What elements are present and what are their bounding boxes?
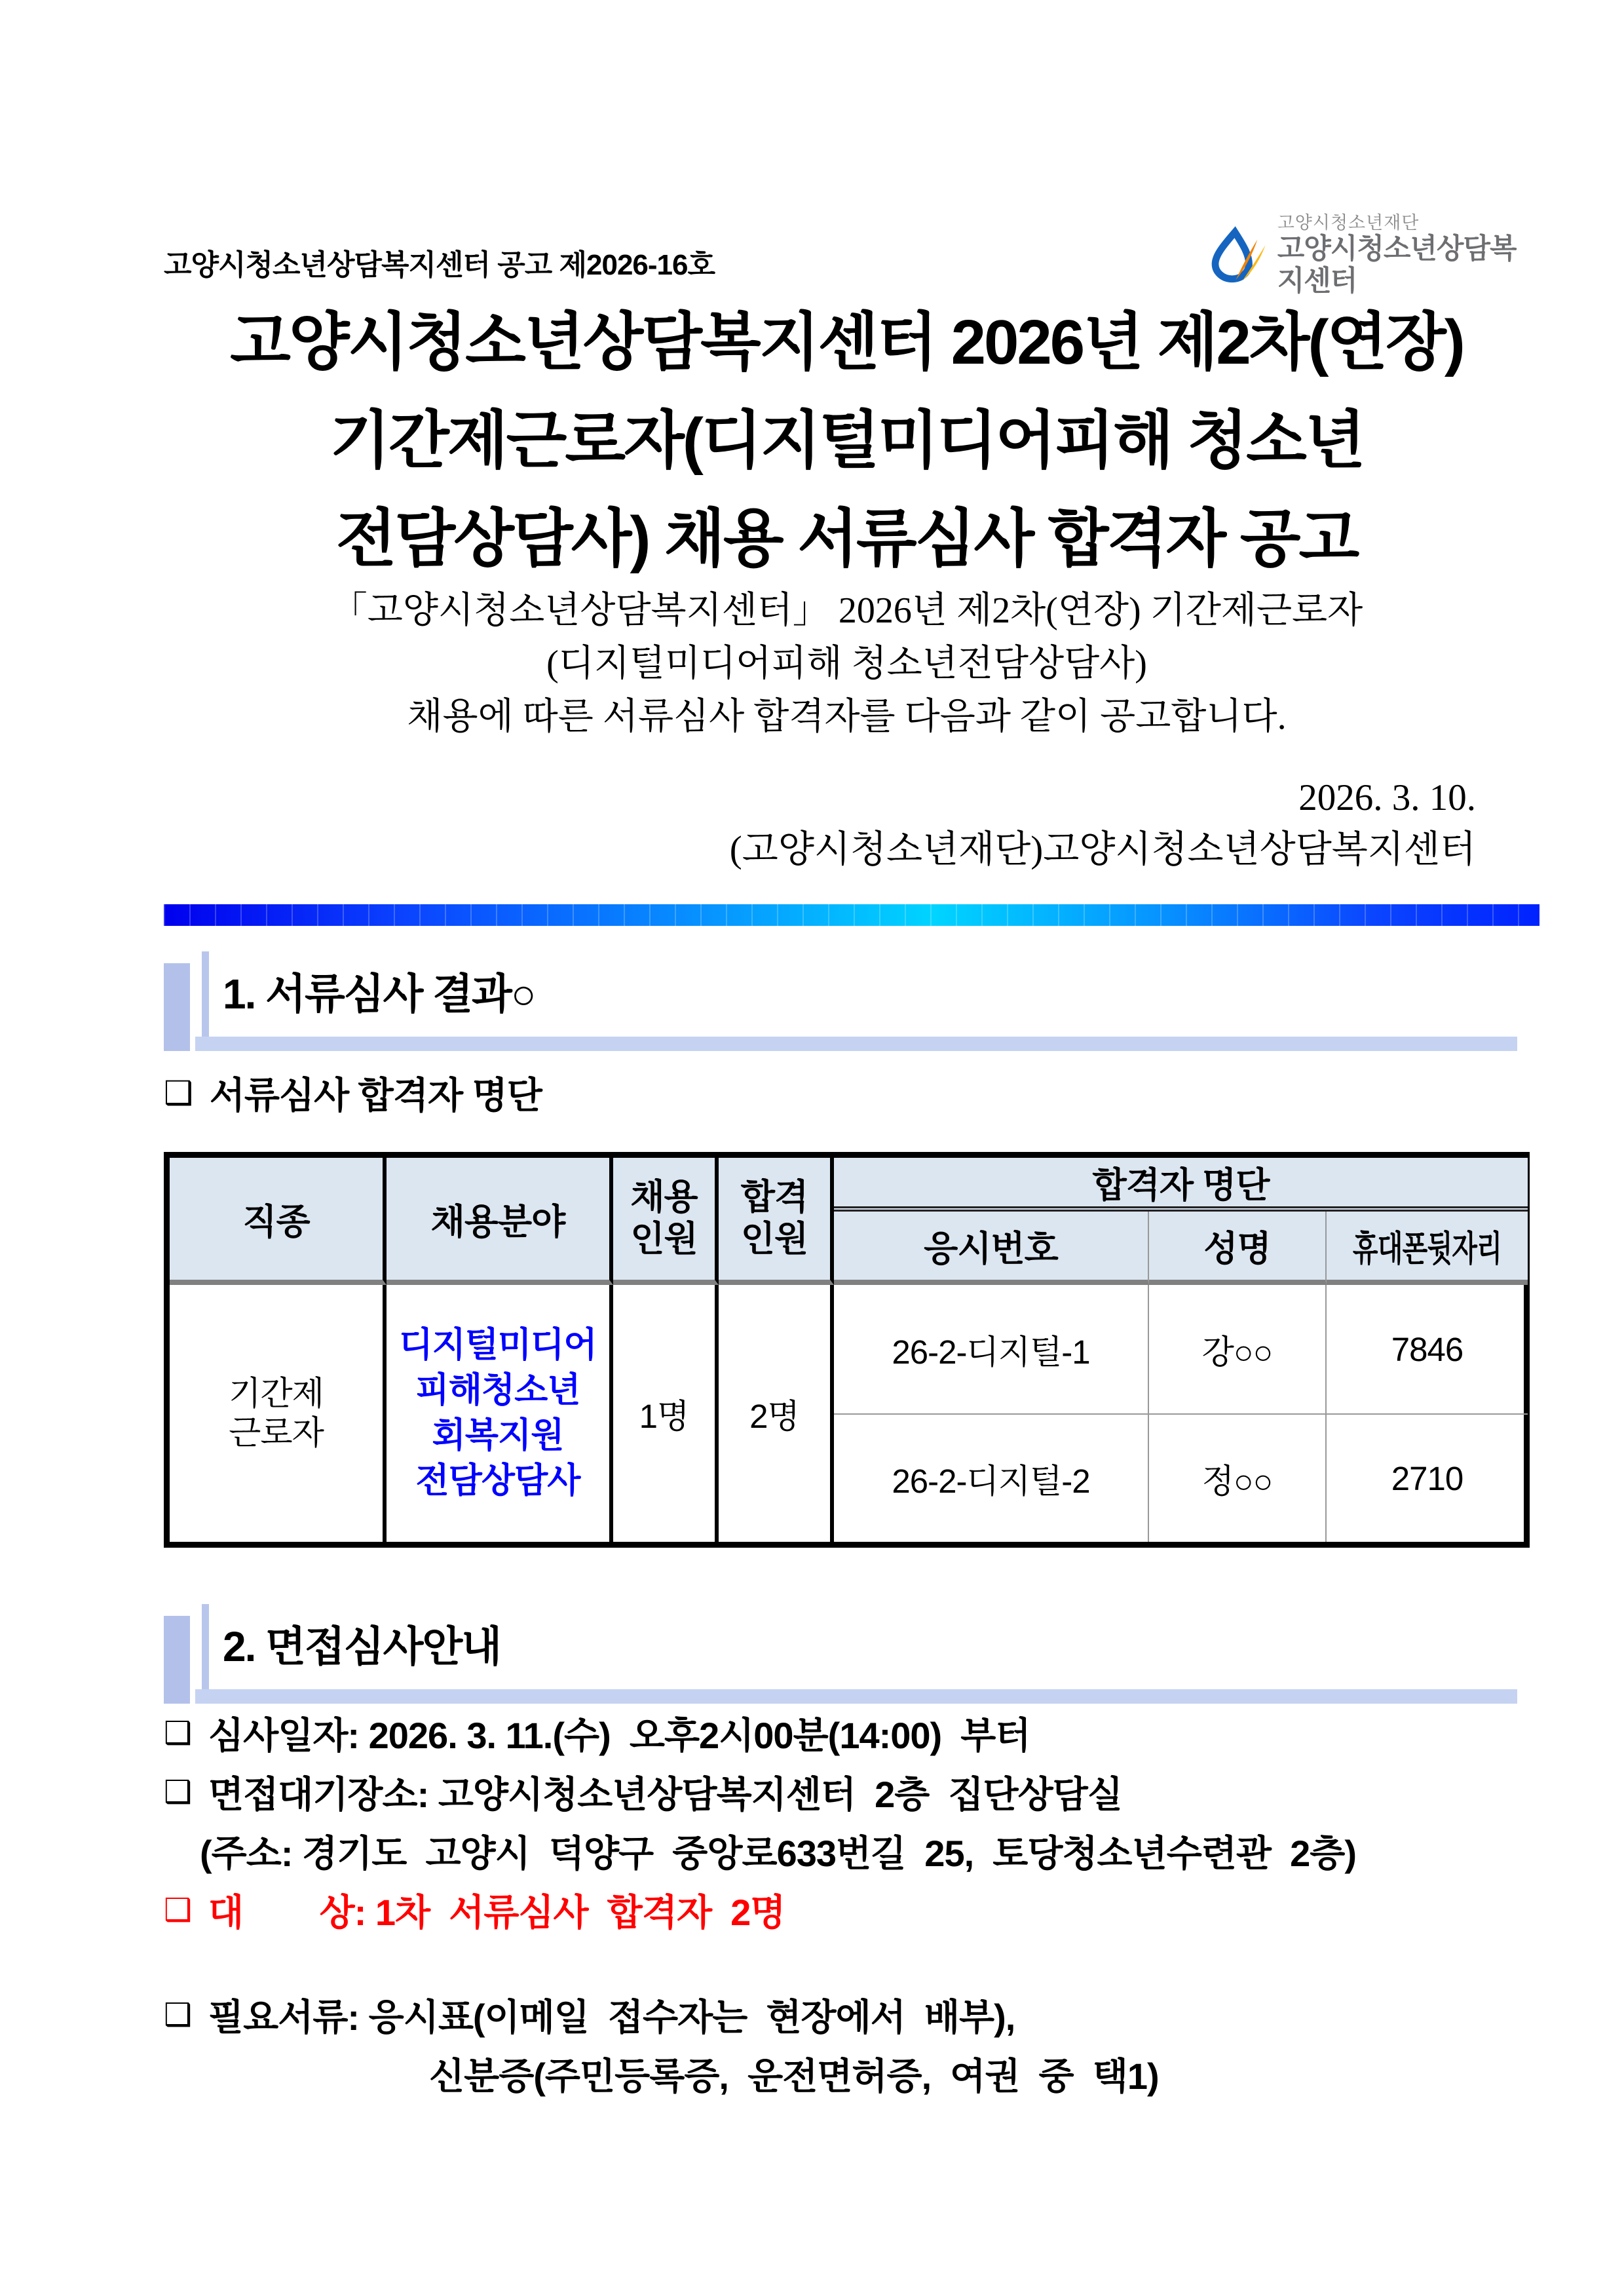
required-docs-text2: 신분증(주민등록증, 운전면허증, 여권 중 택1) — [429, 2056, 1159, 2097]
notice-title-line2: 기간제근로자(디지털미디어피해 청소년 — [330, 406, 1364, 476]
cell-pass-count: 2명 — [719, 1285, 834, 1542]
passers-list-title-text: 서류심사 합격자 명단 — [209, 1075, 542, 1116]
interview-date-text: 심사일자: 2026. 3. 11.(수) 오후2시00분(14:00) 부터 — [208, 1715, 1030, 1756]
th-phone-last-digits-text: 휴대폰뒷자리 — [1352, 1229, 1502, 1269]
square-bullet-icon: ❑ — [164, 1716, 192, 1751]
row1-applicant-number: 26-2-디지털-1 — [834, 1285, 1149, 1415]
row1-name: 강○○ — [1149, 1285, 1327, 1415]
cell-recruit-field — [387, 1285, 613, 1542]
logo-mark-icon — [1209, 221, 1267, 290]
intro-paragraph — [164, 584, 1530, 744]
cell-recruit-count: 1명 — [613, 1285, 719, 1542]
row1-phone: 7846 — [1327, 1285, 1528, 1415]
intro-line2: (디지털미디어피해 청소년전담상담사) — [546, 643, 1147, 684]
th-recruit-count — [613, 1158, 719, 1285]
gradient-divider-bar — [164, 904, 1539, 926]
row2-applicant-number: 26-2-디지털-2 — [834, 1415, 1149, 1542]
interview-target-item — [164, 1881, 1530, 1940]
heading-accent-thin-bar — [202, 951, 209, 1037]
interview-place-item — [164, 1763, 1530, 1822]
issuing-org: (고양시청소년재단)고양시청소년상담복지센터 — [729, 829, 1476, 870]
th-phone-last-digits — [1327, 1212, 1528, 1285]
interview-place-text: 면접대기장소: 고양시청소년상담복지센터 2층 집단상담실 — [208, 1774, 1122, 1815]
required-docs-text: 필요서류: 응시표(이메일 접수자는 현장에서 배부), — [208, 1997, 1015, 2038]
passers-list-title — [164, 1067, 542, 1119]
th-passers-group: 합격자 명단 — [834, 1158, 1528, 1212]
intro-line3: 채용에 따른 서류심사 합격자를 다음과 같이 공고합니다. — [407, 697, 1287, 737]
issue-date: 2026. 3. 10. — [1298, 777, 1476, 818]
row2-phone: 2710 — [1391, 1459, 1463, 1497]
square-bullet-icon: ❑ — [164, 1775, 192, 1810]
th-recruit-count-line2: 인원 — [630, 1219, 698, 1259]
section1-heading-text: 1. 서류심사 결과○ — [223, 970, 535, 1018]
notice-title-line1: 고양시청소년상담복지센터 2026년 제2차(연장) — [230, 307, 1463, 377]
section2-heading-text: 2. 면접심사안내 — [223, 1623, 501, 1670]
square-bullet-icon: ❑ — [164, 1893, 192, 1928]
heading-accent-square — [164, 963, 190, 1051]
logo-org-small: 고양시청소년재단 — [1277, 213, 1420, 233]
th-pass-count-line2: 인원 — [740, 1219, 808, 1259]
cell-recruit-field-line3: 회복지원 — [432, 1416, 564, 1455]
center-logo — [1209, 213, 1530, 298]
square-bullet-icon: ❑ — [164, 1075, 193, 1111]
list-spacer — [164, 1940, 1530, 1985]
cell-job-type — [170, 1285, 387, 1542]
required-docs-item — [164, 1985, 1530, 2044]
interview-info-list — [164, 1704, 1530, 2103]
section1-heading — [164, 951, 1530, 1051]
square-bullet-icon: ❑ — [164, 1998, 192, 2033]
doc-number: 고양시청소년상담복지센터 공고 제2026-16호 — [164, 249, 715, 281]
section2-heading — [164, 1604, 1530, 1704]
cell-recruit-field-line2: 피해청소년 — [415, 1371, 580, 1410]
heading-underline-bar — [195, 1037, 1517, 1051]
interview-address-text: (주소: 경기도 고양시 덕양구 중앙로633번길 25, 토당청소년수련관 2층) — [200, 1833, 1357, 1874]
th-pass-count — [719, 1158, 834, 1285]
notice-title-line3: 전담상담사) 채용 서류심사 합격자 공고 — [335, 504, 1358, 574]
passers-table — [164, 1152, 1530, 1548]
issued-block — [164, 772, 1530, 875]
required-docs-item2 — [164, 2044, 1530, 2103]
intro-line1: 「고양시청소년상담복지센터」 2026년 제2차(연장) 기간제근로자 — [330, 590, 1363, 631]
cell-job-type-line1: 기간제 — [229, 1374, 324, 1412]
heading-accent-square — [164, 1616, 190, 1704]
th-name: 성명 — [1149, 1212, 1327, 1285]
cell-recruit-field-line4: 전담상담사 — [415, 1461, 580, 1500]
notice-title — [164, 294, 1530, 588]
th-recruit-count-line1: 채용 — [630, 1177, 698, 1217]
row2-name: 정○○ — [1149, 1415, 1327, 1542]
interview-date-item — [164, 1704, 1530, 1763]
interview-address-item — [164, 1822, 1530, 1881]
logo-text — [1277, 213, 1530, 298]
th-job-type: 직종 — [170, 1158, 387, 1285]
th-recruit-field: 채용분야 — [387, 1158, 613, 1285]
cell-recruit-field-line1: 디지털미디어 — [399, 1326, 597, 1365]
interview-target-text: 대 상: 1차 서류심사 합격자 2명 — [208, 1892, 785, 1933]
cell-job-type-line2: 근로자 — [229, 1414, 324, 1451]
th-applicant-number: 응시번호 — [834, 1212, 1149, 1285]
th-pass-count-line1: 합격 — [740, 1177, 808, 1217]
heading-underline-bar — [195, 1689, 1517, 1704]
logo-org-large: 고양시청소년상담복지센터 — [1277, 233, 1517, 297]
heading-accent-thin-bar — [202, 1604, 209, 1689]
